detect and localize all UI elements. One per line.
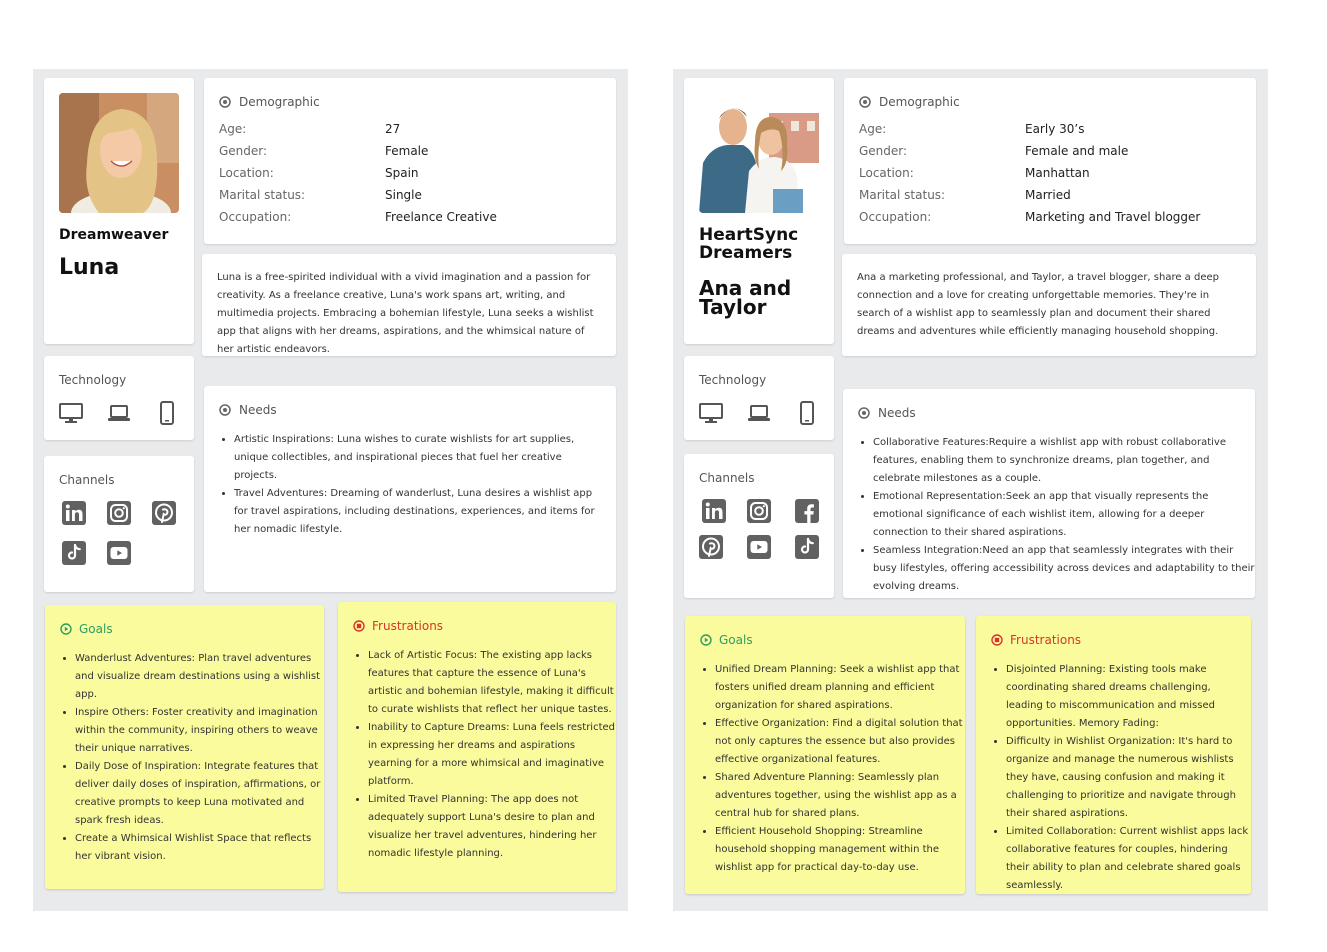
target-icon (858, 407, 870, 419)
instagram-icon[interactable] (107, 501, 131, 525)
tiktok-icon[interactable] (795, 535, 819, 559)
goals-heading (60, 622, 113, 636)
demo-label: Age: (219, 122, 247, 136)
demographic-table (219, 122, 599, 232)
demo-label: Marital status: (219, 188, 306, 202)
pinterest-icon[interactable] (152, 501, 176, 525)
list-item: • Inability to Capture Dreams: Luna feels restricted in expressing her dreams and aspirations yearning for a more whimsical and imaginative platform. (368, 719, 616, 791)
list-item: • Limited Travel Planning: The app does not adequately support Luna's desire to plan and visualize her travel adventures, hindering her nomadic lifestyle planning. (368, 791, 616, 863)
list-item: • Emotional Representation:Seek an app that visually represents the emotional significance of each wishlist item, allowing for a deeper connection to their shared aspirations. (873, 488, 1255, 542)
demo-row-age (859, 122, 1239, 144)
list-item: • Difficulty in Wishlist Organization: It's hard to organize and manage the numerous wishlists they have, causing confusion and making it challenging to prioritize and navigate through their shared aspirations. (1006, 733, 1250, 823)
technology-icons (59, 401, 179, 425)
demo-row-age (219, 122, 599, 144)
target-icon (219, 404, 231, 416)
frustrations-label: Frustrations (372, 619, 444, 633)
demo-value: Manhattan (1025, 166, 1090, 180)
demo-value: Spain (385, 166, 419, 180)
demo-row-gender (219, 144, 599, 166)
list-item: • Limited Collaboration: Current wishlist apps lack collaborative features for couples, hindering their ability to plan and celebrate shared goals seamlessly. (1006, 823, 1250, 895)
laptop-icon (747, 401, 771, 425)
demographic-heading (219, 95, 320, 109)
list-item: • Lack of Artistic Focus: The existing app lacks features that capture the essence of Luna's artistic and bohemian lifestyle, making it difficult to curate wishlists that reflect her unique tastes. (368, 647, 616, 719)
needs-list (219, 431, 604, 539)
demo-label: Marital status: (859, 188, 946, 202)
target-icon (219, 96, 231, 108)
technology-card (684, 356, 834, 440)
demographic-label: Demographic (879, 95, 960, 109)
stop-circle-icon (353, 620, 365, 632)
demographic-table (859, 122, 1239, 232)
list-item: • Travel Adventures: Dreaming of wanderlust, Luna desires a wishlist app for travel aspirations, including destinations, experiences, and items for her nomadic lifestyle. (234, 485, 604, 539)
demo-value: Female (385, 144, 429, 158)
frustrations-label: Frustrations (1010, 633, 1082, 647)
desktop-icon (59, 401, 83, 425)
demo-row-location (219, 166, 599, 188)
needs-label: Needs (239, 403, 277, 417)
target-icon (859, 96, 871, 108)
list-item: • Effective Organization: Find a digital solution that not only captures the essence but also provides effective organizational features. (715, 715, 965, 769)
frustrations-heading (353, 619, 443, 633)
technology-icons (699, 401, 819, 425)
demo-value: Married (1025, 188, 1071, 202)
demographic-heading (859, 95, 960, 109)
pinterest-icon[interactable] (699, 535, 723, 559)
demo-value: Marketing and Travel blogger (1025, 210, 1201, 224)
desktop-icon (699, 401, 723, 425)
goals-label: Goals (719, 633, 753, 647)
list-item: • Create a Whimsical Wishlist Space that reflects her vibrant vision. (75, 830, 321, 866)
demo-row-occupation (219, 210, 599, 232)
goals-list (700, 661, 965, 877)
list-item: • Artistic Inspirations: Luna wishes to curate wishlists for art supplies, unique collectibles, and inspirational pieces that fuel her creative projects. (234, 431, 604, 485)
goals-list (60, 650, 321, 866)
persona-tagline: Dreamweaver (59, 227, 169, 243)
list-item: • Collaborative Features:Require a wishlist app with robust collaborative features, enabling them to synchronize dreams, plan together, and celebrate milestones as a couple. (873, 434, 1255, 488)
demo-value: Female and male (1025, 144, 1129, 158)
needs-list (858, 434, 1255, 596)
demo-value: Freelance Creative (385, 210, 497, 224)
technology-heading: Technology (699, 373, 767, 387)
demo-row-occupation (859, 210, 1239, 232)
list-item: • Unified Dream Planning: Seek a wishlist app that fosters unified dream planning and efficient organization for shared aspirations. (715, 661, 965, 715)
channels-heading: Channels (699, 471, 755, 485)
persona-name: Luna (59, 255, 120, 280)
instagram-icon[interactable] (747, 499, 771, 523)
demo-row-gender (859, 144, 1239, 166)
demo-row-marital (859, 188, 1239, 210)
mobile-icon (795, 401, 819, 425)
goals-label: Goals (79, 622, 113, 636)
demo-label: Occupation: (859, 210, 932, 224)
stop-circle-icon (991, 634, 1003, 646)
persona-tagline: HeartSync Dreamers (699, 225, 799, 263)
needs-heading (858, 406, 916, 420)
list-item: • Inspire Others: Foster creativity and imagination within the community, inspiring others to weave their unique narratives. (75, 704, 321, 758)
linkedin-icon[interactable] (702, 499, 726, 523)
persona-name: Ana and Taylor (699, 276, 792, 319)
list-item: • Shared Adventure Planning: Seamlessly plan adventures together, using the wishlist app as a central hub for shared plans. (715, 769, 965, 823)
demo-label: Location: (219, 166, 274, 180)
demo-label: Occupation: (219, 210, 292, 224)
demo-value: Single (385, 188, 422, 202)
technology-card (44, 356, 194, 440)
channels-heading: Channels (59, 473, 115, 487)
tiktok-icon[interactable] (62, 541, 86, 565)
demo-value: Early 30’s (1025, 122, 1085, 136)
needs-heading (219, 403, 277, 417)
list-item: • Efficient Household Shopping: Streamline household shopping management within the wishlist app for practical day-to-day use. (715, 823, 965, 877)
frustrations-list (353, 647, 616, 863)
needs-label: Needs (878, 406, 916, 420)
demo-row-marital (219, 188, 599, 210)
youtube-icon[interactable] (747, 535, 771, 559)
demo-label: Gender: (219, 144, 268, 158)
facebook-icon[interactable] (795, 499, 819, 523)
list-item: • Daily Dose of Inspiration: Integrate features that deliver daily doses of inspiration, affirmations, or creative prompts to keep Luna motivated and spark fresh ideas. (75, 758, 321, 830)
demo-value: 27 (385, 122, 401, 136)
frustrations-heading (991, 633, 1081, 647)
play-circle-icon (700, 634, 712, 646)
persona-photo (699, 93, 819, 213)
demo-label: Age: (859, 122, 887, 136)
demographic-label: Demographic (239, 95, 320, 109)
demo-label: Location: (859, 166, 914, 180)
laptop-icon (107, 401, 131, 425)
play-circle-icon (60, 623, 72, 635)
demo-label: Gender: (859, 144, 908, 158)
persona-description: Luna is a free-spirited individual with a vivid imagination and a passion for creativity. As a freelance creative, Luna's work spans art, writing, and multimedia projects. Embracing a bohemian lifestyle, Luna seeks a wishlist app that aligns with her dreams, aspirations, and the whimsical nature of her artistic endeavors. (217, 272, 594, 355)
frustrations-list (991, 661, 1250, 895)
goals-heading (700, 633, 753, 647)
youtube-icon[interactable] (107, 541, 131, 565)
persona-photo (59, 93, 179, 213)
technology-heading: Technology (59, 373, 127, 387)
list-item: • Disjointed Planning: Existing tools make coordinating shared dreams challenging, leading to miscommunication and missed opportunities. Memory Fading: (1006, 661, 1250, 733)
persona-description: Ana a marketing professional, and Taylor, a travel blogger, share a deep connection and a love for creating unforgettable memories. They're in search of a wishlist app to seamlessly plan and document their shared dreams and adventures while efficiently managing household shopping. (857, 272, 1219, 337)
linkedin-icon[interactable] (62, 501, 86, 525)
mobile-icon (155, 401, 179, 425)
demo-row-location (859, 166, 1239, 188)
list-item: • Seamless Integration:Need an app that seamlessly integrates with their busy lifestyles, offering accessibility across devices and adaptability to their evolving dreams. (873, 542, 1255, 596)
list-item: • Wanderlust Adventures: Plan travel adventures and visualize dream destinations using a wishlist app. (75, 650, 321, 704)
